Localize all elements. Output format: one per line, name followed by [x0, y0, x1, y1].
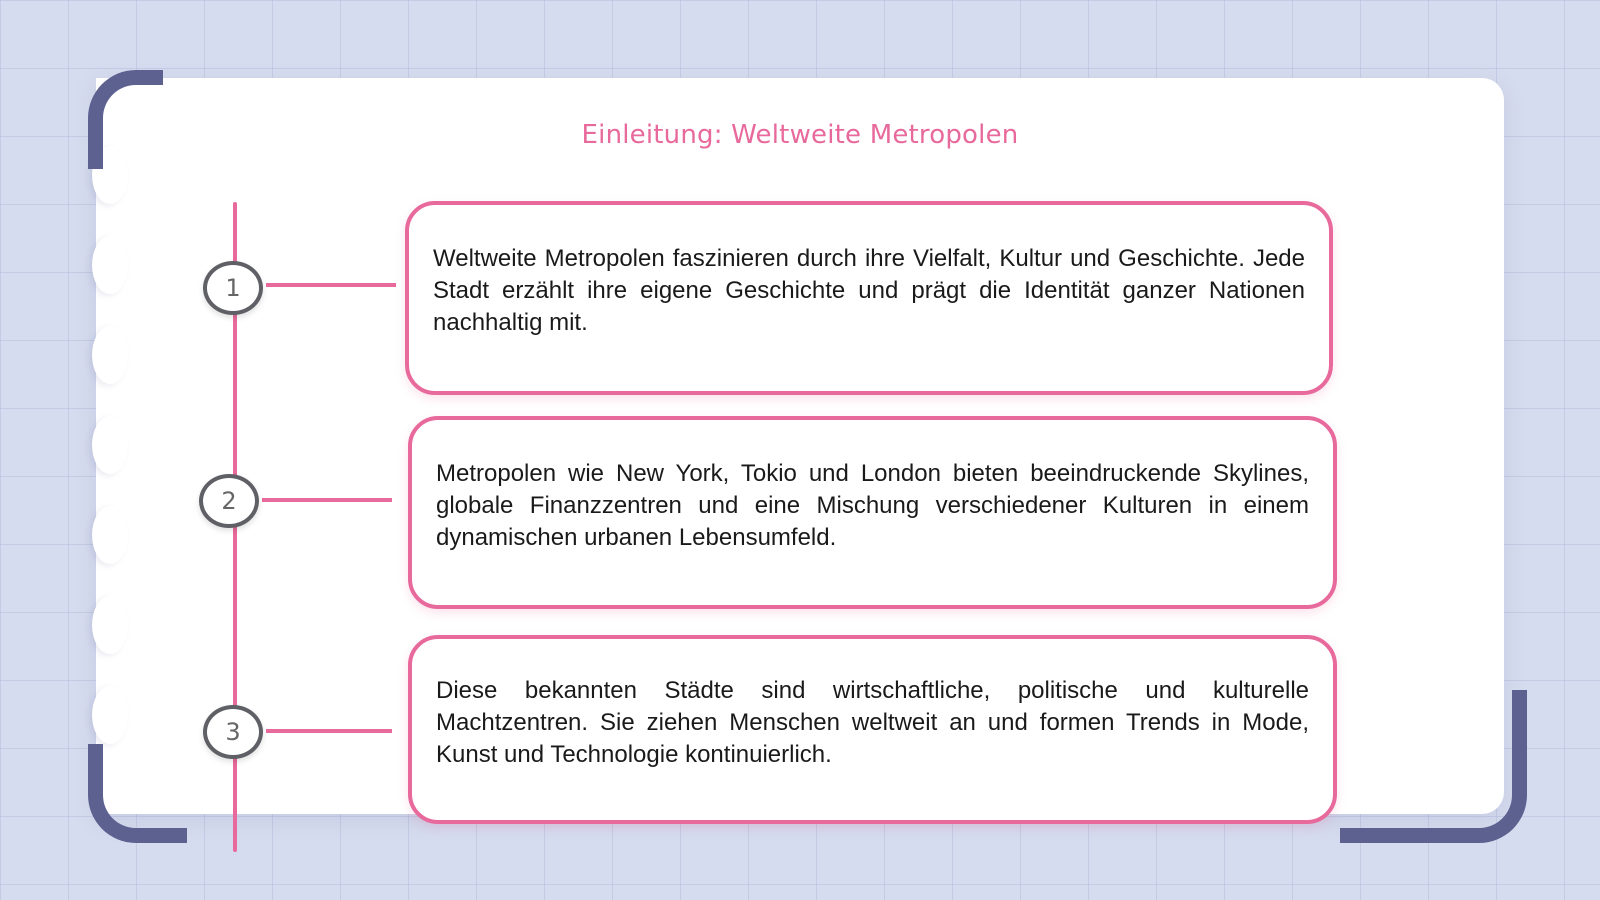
- timeline-connector: [266, 729, 392, 733]
- corner-bracket-bottom-left: [88, 744, 187, 843]
- content-card-2: [408, 416, 1337, 609]
- card-text-3: Diese bekannten Städte sind wirtschaftliche, politische und kulturelle Machtzentren. Sie ziehen Menschen weltweit an und formen Trends in Mode, Kunst und Technologie kontinuierlich.: [436, 676, 1309, 768]
- timeline-connector: [262, 498, 392, 502]
- sheet-scallop: [92, 686, 128, 744]
- sheet-scallop: [92, 416, 128, 474]
- card-text-2: Metropolen wie New York, Tokio und London bieten beeindruckende Skylines, globale Finanzzentren und eine Mischung verschiedener Kulturen in einem dynamischen urbanen Lebensumfeld.: [436, 459, 1309, 551]
- card-text-1: Weltweite Metropolen faszinieren durch ihre Vielfalt, Kultur und Geschichte. Jede Stadt erzählt ihre eigene Geschichte und prägt die Identität ganzer Nationen nachhaltig mit.: [433, 245, 1305, 336]
- sheet-scallop: [92, 506, 128, 564]
- slide-title: Einleitung: Weltweite Metropolen: [581, 120, 1019, 150]
- timeline-marker-2: 2: [199, 474, 259, 528]
- content-card-1: [405, 201, 1333, 395]
- corner-bracket-bottom-right: [1340, 690, 1527, 843]
- sheet-scallop: [92, 326, 128, 384]
- sheet-scallop: [92, 236, 128, 294]
- timeline-marker-3: 3: [203, 705, 263, 759]
- timeline-marker-1: 1: [203, 261, 263, 315]
- timeline-connector: [266, 283, 396, 287]
- sheet-scallop: [92, 596, 128, 654]
- content-card-3: [408, 635, 1337, 824]
